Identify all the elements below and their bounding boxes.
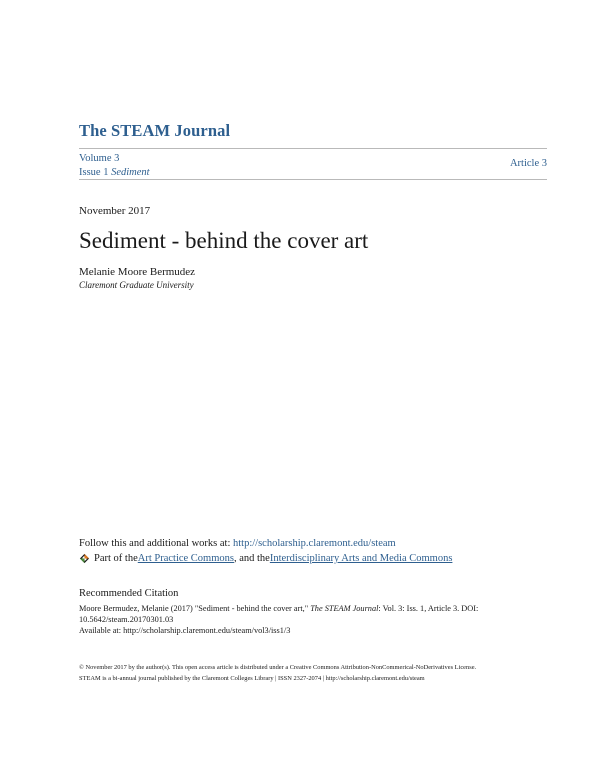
creative-commons-icon bbox=[79, 553, 90, 564]
issue-prefix: Issue 1 bbox=[79, 166, 109, 178]
footer bbox=[79, 662, 549, 684]
recommended-citation-heading: Recommended Citation bbox=[79, 588, 179, 599]
license-statement: © November 2017 by the author(s). This open access article is distributed under a Creative Commons Attribution-NonCommerical-NoDerivatives License. bbox=[79, 664, 477, 671]
article-number[interactable]: Article 3 bbox=[509, 158, 547, 169]
citation-available: Available at: http://scholarship.claremont.edu/steam/vol3/iss1/3 bbox=[79, 626, 291, 635]
article-title: Sediment - behind the cover art bbox=[79, 228, 369, 253]
and-the-text: , and the bbox=[233, 553, 270, 564]
author-name[interactable]: Melanie Moore Bermudez bbox=[79, 266, 196, 278]
volume-issue-block bbox=[79, 152, 150, 179]
citation-details: : Vol. 3: Iss. 1, Article 3. DOI: 10.5642/steam.20170301.03 bbox=[79, 604, 479, 624]
part-of-line bbox=[79, 553, 452, 564]
follow-url-link[interactable]: http://scholarship.claremont.edu/steam bbox=[233, 538, 396, 549]
citation-text bbox=[79, 603, 549, 636]
art-practice-commons-link[interactable]: Art Practice Commons bbox=[137, 553, 234, 564]
follow-line bbox=[79, 538, 396, 549]
follow-prefix: Follow this and additional works at: bbox=[79, 538, 233, 549]
citation-authors: Moore Bermudez, Melanie (2017) "Sediment - behind the cover art," bbox=[79, 604, 311, 613]
volume-link[interactable]: Volume 3 bbox=[79, 153, 120, 164]
interdisciplinary-commons-link[interactable]: Interdisciplinary Arts and Media Commons bbox=[269, 553, 453, 564]
issue-name: Sediment bbox=[111, 166, 150, 178]
author-affiliation: Claremont Graduate University bbox=[79, 280, 194, 290]
citation-journal: The STEAM Journal bbox=[310, 604, 379, 613]
issue-link[interactable] bbox=[79, 166, 150, 180]
journal-title[interactable]: The STEAM Journal bbox=[79, 121, 231, 140]
publisher-statement: STEAM is a bi-annual journal published by the Claremont Colleges Library | ISSN 2327-2074 | http://scholarship.claremont.edu/steam bbox=[79, 675, 425, 682]
header-rule-top bbox=[79, 148, 547, 149]
publication-date: November 2017 bbox=[79, 205, 151, 217]
header-rule-bottom bbox=[79, 179, 547, 180]
part-of-prefix: Part of the bbox=[94, 553, 138, 564]
